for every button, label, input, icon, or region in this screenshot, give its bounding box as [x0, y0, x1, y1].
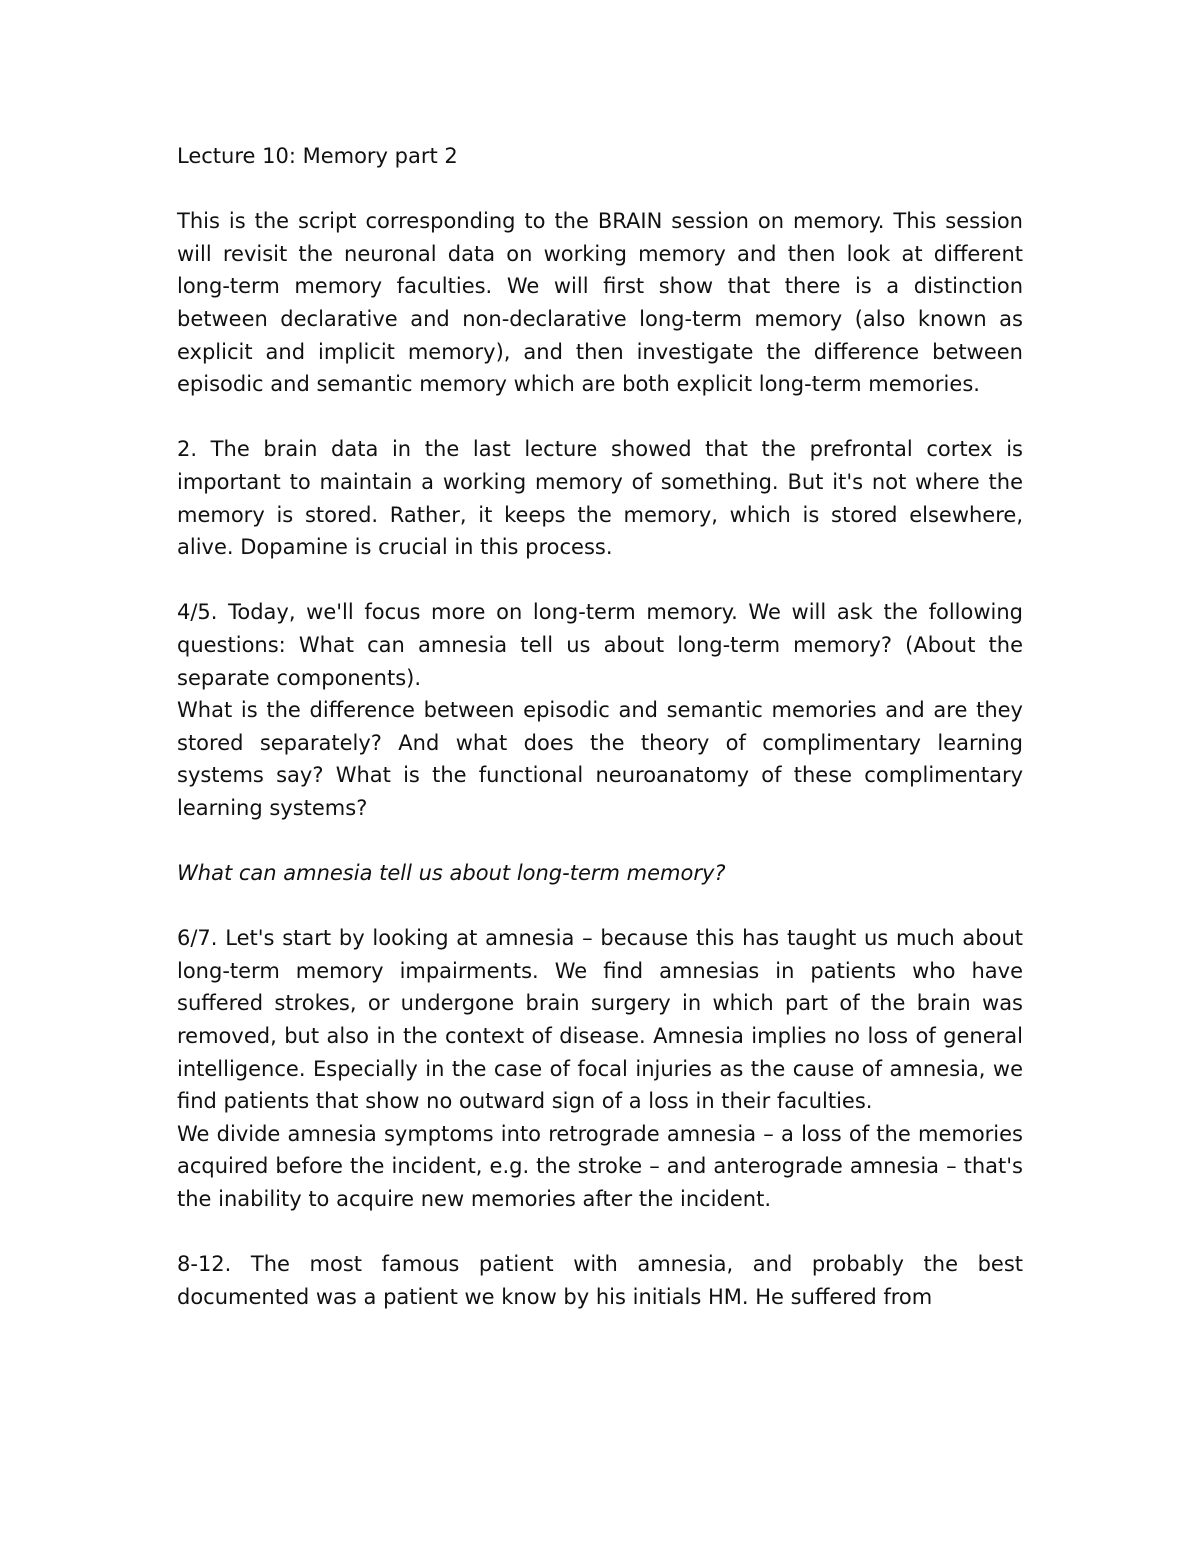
spacer — [177, 890, 1023, 923]
paragraph-6-7-continued: We divide amnesia symptoms into retrograde amnesia – a loss of the memories acquired before the incident, e.g. the stroke – and anterograde amnesia – that's the inability to acquire new memories after the incident. — [177, 1121, 1023, 1211]
section-heading: What can amnesia tell us about long-term memory? — [177, 861, 726, 886]
paragraph-4-5-continued: What is the difference between episodic and semantic memories and are they stored separately? And what does the theory of complimentary learning systems say? What is the functional neuroanatomy of these complimentary learning systems? — [177, 698, 1023, 820]
spacer — [177, 564, 1023, 597]
spacer — [177, 1216, 1023, 1249]
paragraph-2: 2. The brain data in the last lecture showed that the prefrontal cortex is important to maintain a working memory of something. But it's not where the memory is stored. Rather, it keeps the memory, which is stored elsewhere, alive. Dopamine is crucial in this process. — [177, 437, 1023, 560]
document-body — [177, 140, 1023, 1313]
document-title: Lecture 10: Memory part 2 — [177, 144, 458, 168]
intro-paragraph: This is the script corresponding to the BRAIN session on memory. This session will revisit the neuronal data on working memory and then look at different long-term memory faculties. We will first show that there is a distinction between declarative and non-declarative long-term memory (also known as explicit and implicit memory), and then investigate the difference between episodic and semantic memory which are both explicit long-term memories. — [177, 209, 1023, 397]
paragraph-6-7: 6/7. Let's start by looking at amnesia – because this has taught us much about long-term memory impairments. We find amnesias in patients who have suffered strokes, or undergone brain surgery in which part of the brain was removed, but also in the context of disease. Amnesia implies no loss of general intelligence. Especially in the case of focal injuries as the cause of amnesia, we find patients that show no outward sign of a loss in their faculties. — [177, 926, 1023, 1114]
spacer — [177, 401, 1023, 434]
spacer — [177, 824, 1023, 857]
paragraph-4-5-questions: 4/5. Today, we'll focus more on long-term memory. We will ask the following questions: What can amnesia tell us about long-term memory? (About the separate components). — [177, 600, 1023, 690]
spacer — [177, 173, 1023, 206]
paragraph-8-12: 8-12. The most famous patient with amnesia, and probably the best documented was a patient we know by his initials HM. He suffered from — [177, 1252, 1023, 1309]
